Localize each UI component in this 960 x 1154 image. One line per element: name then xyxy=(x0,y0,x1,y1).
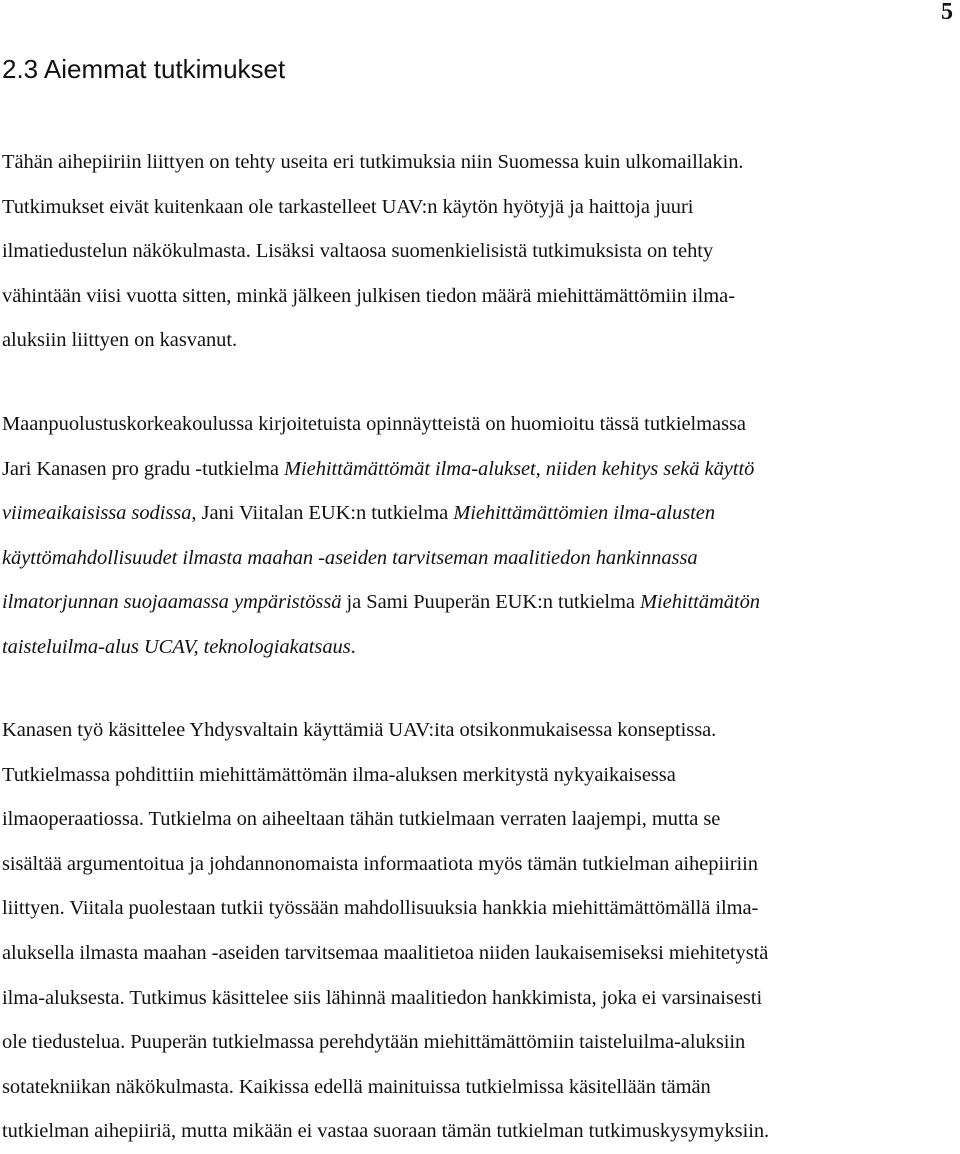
paragraph-line: Tähän aihepiiriin liittyen on tehty useita eri tutkimuksia niin Suomessa kuin ulkomaillakin. xyxy=(2,151,744,173)
paragraph-line: aluksella ilmasta maahan -aseiden tarvitsemaa maalitietoa niiden laukaisemiseksi miehitetystä xyxy=(2,941,769,964)
thesis-title-viitala: Miehittämättömien ilma-alusten xyxy=(453,502,716,525)
paragraph-line xyxy=(2,491,952,536)
paragraph-line xyxy=(2,447,952,492)
line-text: Jari Kanasen pro gradu -tutkielma xyxy=(2,457,285,480)
paragraph-line: liittyen. Viitala puolestaan tutkii työssään mahdollisuuksia hankkia miehittämättömällä ilma- xyxy=(2,897,759,920)
paragraph-line xyxy=(2,536,952,581)
line-text: . xyxy=(350,635,356,658)
line-text: , Jani Viitalan EUK:n tutkielma xyxy=(191,502,454,525)
paragraph-previous-studies xyxy=(2,140,952,363)
paragraph-line: ilmaoperaatiossa. Tutkielma on aiheeltaan tähän tutkielmaan verraten laajempi, mutta se xyxy=(2,808,721,831)
paragraph-line: Tutkielmassa pohdittiin miehittämättömän ilma-aluksen merkitystä nykyaikaisessa xyxy=(2,763,676,786)
paragraph-line xyxy=(2,580,952,625)
thesis-title-puupera: Miehittämätön xyxy=(640,591,760,614)
paragraph-line: tutkielman aihepiiriä, mutta mikään ei vastaa suoraan tämän tutkielman tutkimuskysymyksiin. xyxy=(2,1120,770,1143)
paragraph-line: vähintään viisi vuotta sitten, minkä jälkeen julkisen tiedon määrä miehittämättömiin ilma- xyxy=(2,284,735,307)
thesis-title-puupera-cont: taisteluilma-alus UCAV, teknologiakatsaus xyxy=(2,635,351,658)
paragraph-line: aluksiin liittyen on kasvanut. xyxy=(2,329,238,352)
paragraph-line: Maanpuolustuskorkeakoulussa kirjoitetuista opinnäytteistä on huomioitu tässä tutkielmassa xyxy=(2,413,746,435)
paragraph-line xyxy=(2,625,952,670)
paragraph-line: sisältää argumentoitua ja johdannonomaista informaatiota myös tämän tutkielman aihepiiriin xyxy=(2,852,758,875)
paragraph-line: sotatekniikan näkökulmasta. Kaikissa edellä mainituissa tutkielmissa käsitellään tämän xyxy=(2,1075,711,1098)
paragraph-line: ole tiedustelua. Puuperän tutkielmassa perehdytään miehittämättömiin taisteluilma-aluksiin xyxy=(2,1031,746,1054)
paragraph-line: ilma-aluksesta. Tutkimus käsittelee siis lähinnä maalitiedon hankkimista, joka ei varsinaisesti xyxy=(2,986,763,1009)
thesis-title-kananen-cont: viimeaikaisissa sodissa xyxy=(2,502,192,525)
thesis-title-viitala-cont: käyttömahdollisuudet ilmasta maahan -aseiden tarvitseman maalitiedon hankinnassa xyxy=(2,546,698,569)
paragraph-line: Kanasen työ käsittelee Yhdysvaltain käyttämiä UAV:ita otsikonmukaisessa konseptissa. xyxy=(2,719,717,741)
line-text: ja Sami Puuperän EUK:n tutkielma xyxy=(341,591,641,614)
thesis-title-viitala-end: ilmatorjunnan suojaamassa ympäristössä xyxy=(2,591,342,614)
page-number: 5 xyxy=(941,0,953,25)
section-heading: 2.3 Aiemmat tutkimukset xyxy=(2,54,286,84)
paragraph-line: Tutkimukset eivät kuitenkaan ole tarkastelleet UAV:n käytön hyötyjä ja haittoja juuri xyxy=(2,195,694,218)
paragraph-line: ilmatiedustelun näkökulmasta. Lisäksi valtaosa suomenkielisistä tutkimuksista on tehty xyxy=(2,240,714,263)
thesis-title-kananen: Miehittämättömät ilma-alukset, niiden kehitys sekä käyttö xyxy=(284,457,755,480)
paragraph-thesis-summaries xyxy=(2,708,952,1154)
paragraph-theses xyxy=(2,402,952,670)
